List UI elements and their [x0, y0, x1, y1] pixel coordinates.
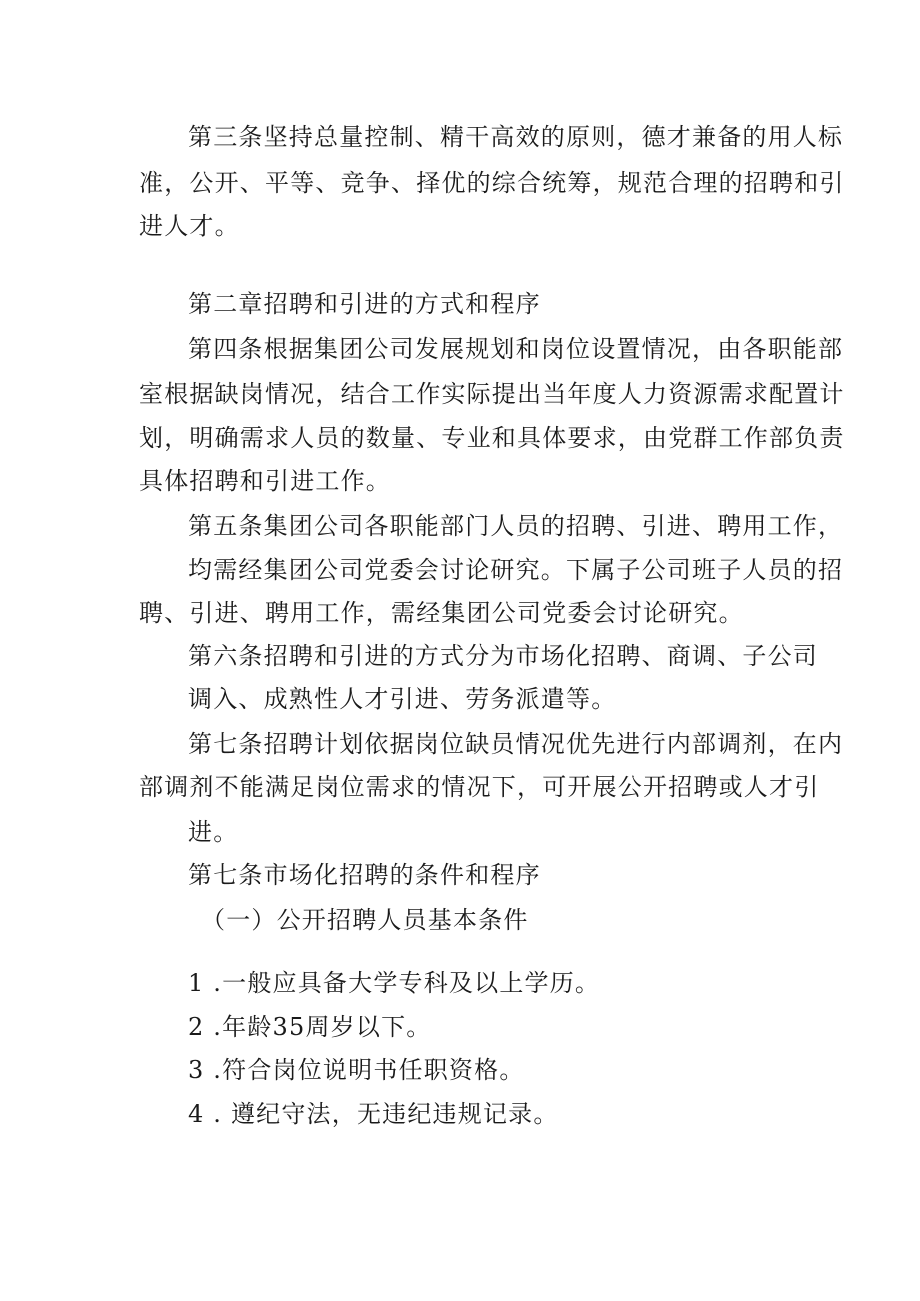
chapter-heading: 第二章招聘和引进的方式和程序 — [188, 290, 541, 318]
list-item: 3 .符合岗位说明书任职资格。 — [188, 1056, 525, 1084]
text-line: 第四条根据集团公司发展规划和岗位设置情况，由各职能部 — [188, 335, 844, 363]
list-item: 2 .年龄35周岁以下。 — [188, 1013, 432, 1041]
text-line: 具体招聘和引进工作。 — [139, 467, 391, 495]
text-line: 调入、成熟性人才引进、劳务派遣等。 — [188, 685, 617, 713]
text-line: 第七条招聘计划依据岗位缺员情况优先进行内部调剂，在内 — [188, 730, 844, 758]
text-line: 部调剂不能满足岗位需求的情况下，可开展公开招聘或人才引 — [139, 773, 820, 801]
text-line: 进人才。 — [139, 212, 240, 240]
text-line: 第六条招聘和引进的方式分为市场化招聘、商调、子公司 — [188, 642, 818, 670]
text-line: 准，公开、平等、竞争、择优的综合统筹，规范合理的招聘和引 — [139, 169, 845, 197]
text-line: 进。 — [188, 818, 239, 846]
list-item: 1 .一般应具备大学专科及以上学历。 — [188, 969, 601, 997]
text-line: 第三条坚持总量控制、精干高效的原则，德才兼备的用人标 — [188, 123, 844, 151]
text-line: 聘、引进、聘用工作，需经集团公司党委会讨论研究。 — [139, 599, 744, 627]
text-line: 室根据缺岗情况，结合工作实际提出当年度人力资源需求配置计 — [139, 380, 845, 408]
list-item: 4 . 遵纪守法，无违纪违规记录。 — [188, 1100, 559, 1128]
subsection-heading: （一）公开招聘人员基本条件 — [201, 906, 529, 934]
section-heading: 第七条市场化招聘的条件和程序 — [188, 861, 541, 889]
text-line: 划，明确需求人员的数量、专业和具体要求，由党群工作部负责 — [139, 424, 845, 452]
text-line: 均需经集团公司党委会讨论研究。下属子公司班子人员的招 — [188, 556, 844, 584]
text-line: 第五条集团公司各职能部门人员的招聘、引进、聘用工作， — [188, 512, 844, 540]
